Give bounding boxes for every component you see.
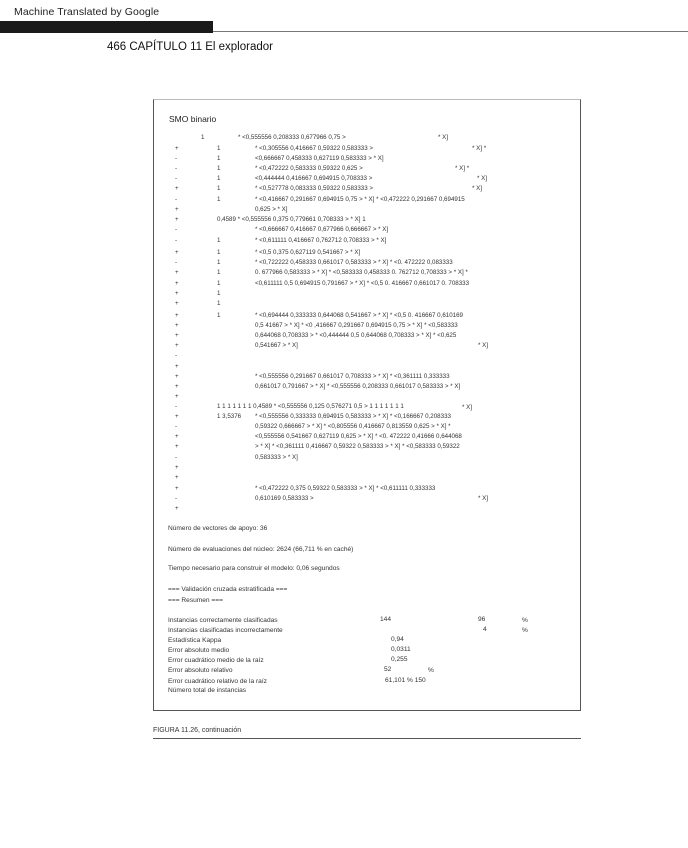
incorrect-count: 4 <box>483 626 487 633</box>
rrse-value: 61,101 % 150 <box>385 677 426 684</box>
page-header: 466 CAPÍTULO 11 El explorador <box>107 41 273 53</box>
tree-line: <0,555556 0,541667 0,627119 0,625 > * X] * <0. 472222 0,41666 0,644068 <box>255 433 462 440</box>
sign-marker: + <box>175 443 179 450</box>
sign-marker: - <box>175 495 178 502</box>
sign-marker: - <box>175 352 178 359</box>
correct-label: Instancias correctamente clasificadas <box>168 617 278 624</box>
tree-line: > * X] * <0,361111 0,416667 0,59322 0,583333 > * X] * <0,583333 0,59322 <box>255 443 460 450</box>
tree-line: 0,610169 0,583333 > <box>255 495 314 502</box>
rae-label: Error absoluto relativo <box>168 667 233 674</box>
sign-marker: + <box>175 413 179 420</box>
tree-line: 1 <box>217 175 221 182</box>
tree-line: * <0,722222 0,458333 0,661017 0,583333 > * X] * <0. 472222 0,083333 <box>255 259 453 266</box>
mae-label: Error absoluto medio <box>168 647 230 654</box>
sign-marker: - <box>175 259 178 266</box>
tree-line: 1 1 1 1 1 1 1 0,4589 * <0,555556 0,125 0,576271 0,5 > 1 1 1 1 1 1 1 <box>217 403 404 410</box>
tree-line: * <0,305556 0,416667 0,59322 0,583333 > <box>255 145 374 152</box>
tree-line: * <0,527778 0,083333 0,59322 0,583333 > <box>255 185 374 192</box>
sign-marker: + <box>175 485 179 492</box>
sign-marker: + <box>175 185 179 192</box>
tree-line: * <0,472222 0,375 0,59322 0,583333 > * X] * <0,611111 0,333333 <box>255 485 436 492</box>
cv-header: === Validación cruzada estratificada === <box>168 586 288 593</box>
translation-banner: Machine Translated by Google <box>14 6 160 18</box>
tree-line: 0. 677966 0,583333 > * X] * <0,583333 0,458333 0. 762712 0,708333 > * X] * <box>255 269 468 276</box>
sign-marker: + <box>175 433 179 440</box>
tree-line: <0,444444 0,416667 0,694915 0,708333 > <box>255 175 373 182</box>
correct-percent: 96 <box>478 616 486 623</box>
total-instances-label: Número total de instancias <box>168 687 247 694</box>
sign-marker: - <box>175 196 178 203</box>
sign-marker: + <box>175 300 179 307</box>
tree-line: 1 3,5376 <box>217 413 242 420</box>
rmse-label: Error cuadrático medio de la raíz <box>168 657 264 664</box>
banner-rule <box>213 31 688 32</box>
tree-line: * <0,666667 0,416667 0,677966 0,666667 > * X] <box>255 226 389 233</box>
summary-header: === Resumen === <box>168 597 223 604</box>
tree-line: * <0,694444 0,333333 0,644068 0,541667 > * X] * <0,5 0. 416667 0,610169 <box>255 312 463 319</box>
sign-marker: + <box>175 145 179 152</box>
sign-marker: - <box>175 403 178 410</box>
tree-line: * <0,416667 0,291667 0,694915 0,75 > * X] * <0,472222 0,291667 0,694915 <box>255 196 465 203</box>
tree-line: * <0,555556 0,208333 0,677966 0,75 > <box>238 134 346 141</box>
tree-line: 1 <box>217 196 221 203</box>
tree-line: 0,625 > * X] <box>255 206 288 213</box>
tree-line: 1 <box>217 165 221 172</box>
tree-line: 1 <box>217 249 221 256</box>
tree-line: 0,644068 0,708333 > * <0,444444 0,5 0,644068 0,708333 > * X] * <0,625 <box>255 332 457 339</box>
sign-marker: + <box>175 373 179 380</box>
rmse-value: 0,255 <box>391 656 408 663</box>
sign-marker: + <box>175 474 179 481</box>
correct-count: 144 <box>380 616 392 623</box>
figure-caption: FIGURA 11.26, continuación <box>153 727 242 734</box>
sign-marker: + <box>175 290 179 297</box>
tree-line: * X] * <box>472 145 487 152</box>
tree-line: * <0,472222 0,583333 0,59322 0,625 > <box>255 165 363 172</box>
sign-marker: + <box>175 342 179 349</box>
tree-line: 1 <box>217 280 221 287</box>
tree-line: * X] <box>477 175 487 182</box>
sign-marker: + <box>175 363 179 370</box>
tree-line: * <0,611111 0,416667 0,762712 0,708333 > * X] <box>255 237 387 244</box>
tree-line: <0,666667 0,458333 0,627119 0,583333 > * X] <box>255 155 384 162</box>
banner-bar <box>0 21 213 33</box>
tree-line: 0,583333 > * X] <box>255 454 298 461</box>
mae-value: 0,0311 <box>391 646 411 653</box>
tree-line: * <0,555556 0,291667 0,661017 0,708333 > * X] * <0,361111 0,333333 <box>255 373 450 380</box>
sign-marker: - <box>175 423 178 430</box>
tree-line: * X] <box>478 495 488 502</box>
rrse-label: Error cuadrático relativo de la raíz <box>168 678 267 685</box>
build-time-line: Tiempo necesario para construir el modelo: 0,06 segundos <box>168 565 340 572</box>
tree-line: 0,5 41667 > * X] * <0 ,416667 0,291667 0,694915 0,75 > * X] * <0,583333 <box>255 322 458 329</box>
tree-line: 1 <box>217 259 221 266</box>
tree-line: 0,4589 * <0,555556 0,375 0,779661 0,708333 > * X] 1 <box>217 216 366 223</box>
sign-marker: - <box>175 237 178 244</box>
sign-marker: - <box>175 155 178 162</box>
sign-marker: + <box>175 249 179 256</box>
kappa-label: Estadística Kappa <box>168 637 222 644</box>
incorrect-label: Instancias clasificadas incorrectamente <box>168 627 283 634</box>
sign-marker: - <box>175 226 178 233</box>
tree-line: 0,541667 > * X] <box>255 342 298 349</box>
sign-marker: + <box>175 280 179 287</box>
sign-marker: + <box>175 269 179 276</box>
tree-line: 1 <box>217 145 221 152</box>
sign-marker: + <box>175 383 179 390</box>
kernel-evaluations-line: Número de evaluaciones del núcleo: 2624 (66,711 % en caché) <box>168 546 354 553</box>
tree-line: 1 <box>217 185 221 192</box>
tree-line: 1 <box>217 237 221 244</box>
tree-line: 0,661017 0,791667 > * X] * <0,555556 0,208333 0,661017 0,583333 > * X] <box>255 383 461 390</box>
percent-sign: % <box>522 627 528 634</box>
tree-line: 1 <box>201 134 205 141</box>
sign-marker: - <box>175 165 178 172</box>
percent-sign: % <box>428 667 434 674</box>
sign-marker: + <box>175 332 179 339</box>
tree-line: 1 <box>217 155 221 162</box>
caption-rule <box>153 738 581 739</box>
sign-marker: - <box>175 175 178 182</box>
support-vectors-line: Número de vectores de apoyo: 36 <box>168 525 268 532</box>
sign-marker: + <box>175 505 179 512</box>
tree-line: * X] <box>438 134 448 141</box>
rae-value: 52 <box>384 666 392 673</box>
tree-line: * <0,5 0,375 0,627119 0,541667 > * X] <box>255 249 361 256</box>
output-title: SMO binario <box>169 114 217 124</box>
sign-marker: + <box>175 393 179 400</box>
kappa-value: 0,94 <box>391 636 404 643</box>
tree-line: 1 <box>217 269 221 276</box>
sign-marker: - <box>175 454 178 461</box>
percent-sign: % <box>522 617 528 624</box>
sign-marker: + <box>175 206 179 213</box>
tree-line: * <0,555556 0,333333 0,694915 0,583333 > * X] * <0,166667 0,208333 <box>255 413 451 420</box>
sign-marker: + <box>175 464 179 471</box>
tree-line: 1 <box>217 290 221 297</box>
tree-line: 1 <box>217 300 221 307</box>
sign-marker: + <box>175 322 179 329</box>
sign-marker: + <box>175 312 179 319</box>
tree-line: 0,59322 0,666667 > * X] * <0,805556 0,416667 0,813559 0,625 > * X] * <box>255 423 451 430</box>
sign-marker: + <box>175 216 179 223</box>
tree-line: 1 <box>217 312 221 319</box>
tree-line: * X] * <box>455 165 470 172</box>
tree-line: * X] <box>472 185 482 192</box>
tree-line: <0,611111 0,5 0,694915 0,791667 > * X] * <0,5 0. 416667 0,661017 0. 708333 <box>255 280 470 287</box>
tree-line: * X] <box>462 404 472 411</box>
tree-line: * X] <box>478 342 488 349</box>
